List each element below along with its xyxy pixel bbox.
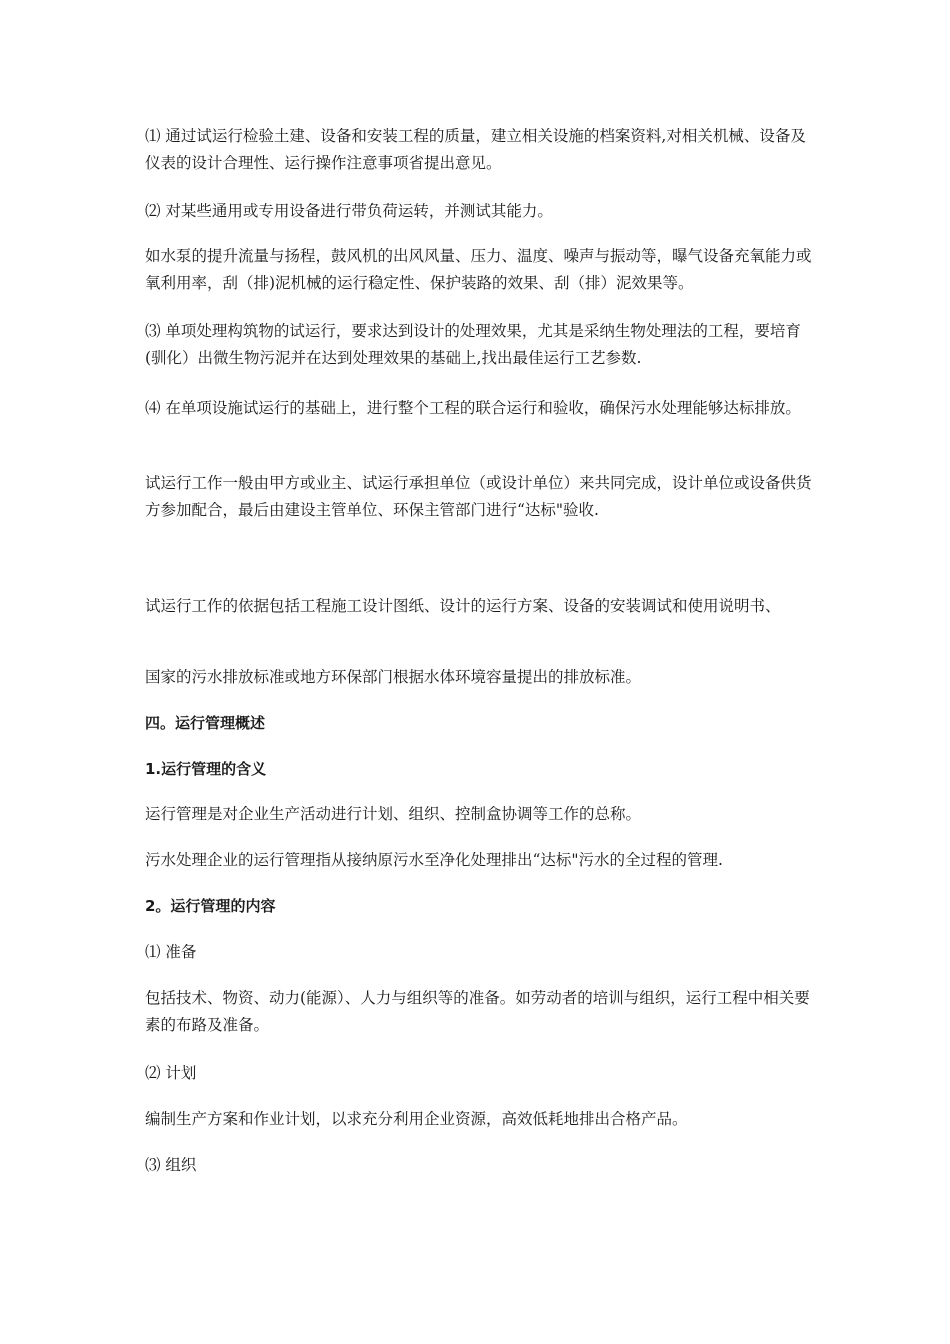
paragraph-trial-run-purpose-2: ⑵ 对某些通用或专用设备进行带负荷运转，并测试其能力。 (145, 202, 553, 220)
paragraph-trial-run-purpose-1: ⑴ 通过试运行检验土建、设备和安装工程的质量，建立相关设施的档案资料,对相关机械、设备及仪表的设计合理性、运行操作注意事项省提出意见。 (145, 127, 806, 172)
paragraph-wastewater-definition: 污水处理企业的运行管理指从接纳原污水至净化处理排出“达标"污水的全过程的管理. (145, 851, 723, 869)
heading-content: 2。运行管理的内容 (145, 897, 276, 915)
paragraph-planning-detail: 编制生产方案和作业计划，以求充分利用企业资源，高效低耗地排出合格产品。 (145, 1110, 688, 1128)
heading-operation-management-overview: 四。运行管理概述 (145, 714, 266, 732)
paragraph-definition: 运行管理是对企业生产活动进行计划、组织、控制盒协调等工作的总称。 (145, 805, 642, 823)
paragraph-trial-run-purpose-4: ⑷ 在单项设施试运行的基础上，进行整个工程的联合运行和验收，确保污水处理能够达标排放。 (145, 399, 801, 417)
paragraph-trial-run-purpose-3: ⑶ 单项处理构筑物的试运行，要求达到设计的处理效果，尤其是采纳生物处理法的工程，要培育(驯化）出微生物污泥并在达到处理效果的基础上,找出最佳运行工艺参数. (145, 322, 801, 367)
paragraph-discharge-standards: 国家的污水排放标准或地方环保部门根据水体环境容量提出的排放标准。 (145, 668, 642, 686)
item-preparation: ⑴ 准备 (145, 943, 197, 961)
item-planning: ⑵ 计划 (145, 1064, 197, 1082)
paragraph-trial-run-participants: 试运行工作一般由甲方或业主、试运行承担单位（或设计单位）来共同完成，设计单位或设备供货方参加配合，最后由建设主管单位、环保主管部门进行“达标"验收. (145, 474, 812, 519)
paragraph-equipment-examples: 如水泵的提升流量与扬程，鼓风机的出风风量、压力、温度、噪声与振动等，曝气设备充氧能力或氧利用率，刮（排)泥机械的运行稳定性、保护装路的效果、刮（排）泥效果等。 (145, 247, 812, 292)
paragraph-preparation-detail: 包括技术、物资、动力(能源）、人力与组织等的准备。如劳动者的培训与组织，运行工程中相关要素的布路及准备。 (145, 989, 810, 1034)
paragraph-trial-run-basis: 试运行工作的依据包括工程施工设计图纸、设计的运行方案、设备的安装调试和使用说明书、 (145, 597, 781, 615)
heading-meaning: 1.运行管理的含义 (145, 760, 267, 778)
item-organization: ⑶ 组织 (145, 1156, 197, 1174)
